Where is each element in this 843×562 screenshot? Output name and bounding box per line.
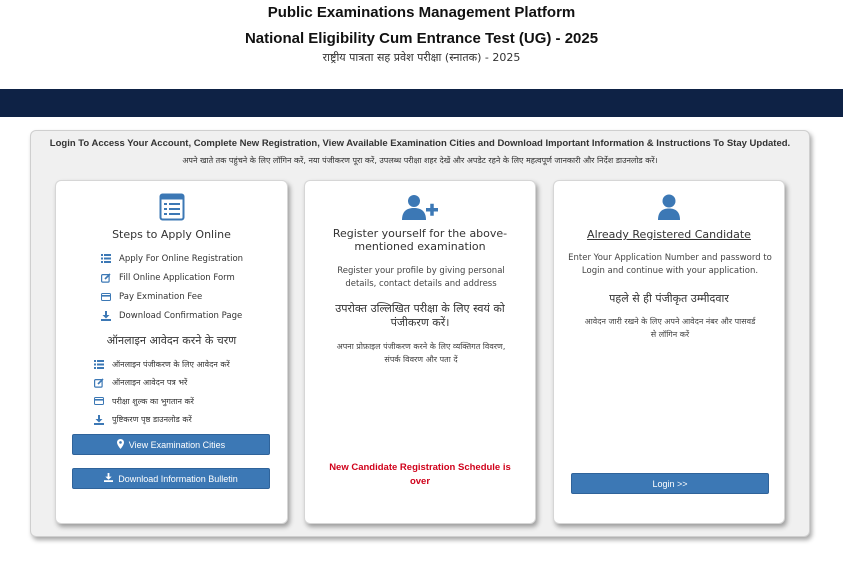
user-add-icon	[305, 194, 535, 224]
register-text-hindi: अपना प्रोफ़ाइल पंजीकरण करने के लिए व्यक्तिगत विवरण, संपर्क विवरण और पता दें	[336, 342, 506, 364]
registration-closed-notice: New Candidate Registration Schedule is over	[329, 462, 511, 487]
step-label: ऑनलाइन आवेदन पत्र भरें	[112, 378, 188, 388]
navbar	[0, 89, 843, 117]
card-icon	[101, 293, 119, 301]
list-item	[94, 392, 230, 411]
list-item	[94, 411, 230, 430]
intro-text: Login To Access Your Account, Complete New Registration, View Available Examination Cities and Download Important Information & Instructions To Stay Updated.	[49, 138, 791, 149]
exam-title: National Eligibility Cum Entrance Test (UG) - 2025	[244, 30, 599, 47]
login-label: Login >>	[652, 478, 688, 489]
login-text: Enter Your Application Number and password to Login and continue with your application.	[568, 253, 772, 276]
step-label: परीक्षा शुल्क का भुगतान करें	[112, 396, 194, 406]
card-icon	[94, 397, 112, 405]
step-label: पुष्टिकरण पृष्ठ डाउनलोड करें	[112, 415, 192, 425]
download-icon	[104, 473, 113, 484]
main-panel	[30, 130, 810, 537]
list-icon	[101, 254, 119, 263]
edit-icon	[94, 378, 112, 388]
download-bulletin-button[interactable]	[72, 468, 270, 489]
user-icon	[554, 194, 784, 224]
download-icon	[101, 311, 119, 321]
map-marker-icon	[117, 439, 124, 451]
login-button[interactable]	[571, 473, 769, 494]
steps-card	[55, 180, 288, 524]
step-label: Fill Online Application Form	[119, 272, 235, 283]
platform-title: Public Examinations Management Platform	[267, 4, 576, 21]
step-label: ऑनलाइन पंजीकरण के लिए आवेदन करें	[112, 359, 230, 369]
step-label: Apply For Online Registration	[119, 253, 244, 264]
list-item	[101, 268, 243, 287]
intro-text-hindi: अपने खाते तक पहुंचने के लिए लॉगिन करें, नया पंजीकरण पूरा करें, उपलब्ध परीक्षा शहर देखें और अपडेट रहने के लिए महत्वपूर्ण जानकारी और निर्देश डाउनलोड करें।	[182, 156, 658, 165]
edit-icon	[101, 273, 119, 283]
download-icon	[94, 415, 112, 425]
steps-list-hindi	[94, 355, 230, 429]
list-icon	[94, 360, 112, 369]
login-text-hindi: आवेदन जारी रखने के लिए अपने आवेदन नंबर और पासवर्ड से लॉगिन करें	[584, 317, 756, 339]
step-label: Download Confirmation Page	[119, 310, 243, 321]
step-label: Pay Exmination Fee	[119, 291, 203, 302]
login-title-hindi: पहले से ही पंजीकृत उम्मीदवार	[609, 292, 729, 305]
steps-title-hindi: ऑनलाइन आवेदन करने के चरण	[106, 334, 237, 347]
list-item	[101, 306, 243, 325]
form-list-icon	[56, 193, 287, 225]
login-card	[553, 180, 785, 524]
exam-title-hindi: राष्ट्रीय पात्रता सह प्रवेश परीक्षा (स्नातक) - 2025	[322, 51, 521, 64]
login-title: Already Registered Candidate	[587, 228, 751, 241]
list-item	[101, 249, 243, 268]
steps-title: Steps to Apply Online	[112, 228, 231, 241]
register-card	[304, 180, 536, 524]
list-item	[101, 287, 243, 306]
list-item	[94, 355, 230, 374]
download-bulletin-label: Download Information Bulletin	[118, 473, 238, 484]
register-title: Register yourself for the above-mentioned examination	[332, 227, 508, 253]
steps-list	[101, 249, 243, 325]
view-cities-button[interactable]	[72, 434, 270, 455]
list-item	[94, 374, 230, 393]
register-title-hindi: उपरोक्त उल्लिखित परीक्षा के लिए स्वयं को पंजीकरण करें।	[335, 302, 505, 329]
register-text: Register your profile by giving personal details, contact details and address	[337, 266, 505, 289]
view-cities-label: View Examination Cities	[128, 439, 226, 450]
